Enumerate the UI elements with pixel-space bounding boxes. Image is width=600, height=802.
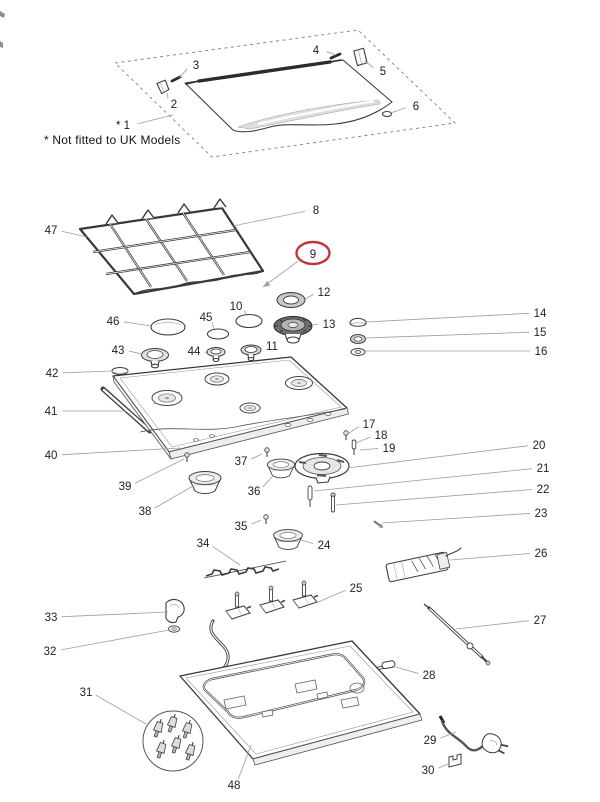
part-label-38: 38 <box>138 506 152 518</box>
screw-part17 <box>344 431 349 440</box>
burner-cap-part10 <box>236 315 262 328</box>
cap-part42 <box>112 368 128 375</box>
part-label-45: 45 <box>199 312 213 324</box>
burner-body-part11 <box>241 345 261 361</box>
cap-part14 <box>350 318 366 326</box>
part-label-33: 33 <box>44 612 58 624</box>
electrode-part21 <box>308 486 312 507</box>
burner-cap-part46 <box>151 319 185 335</box>
part-label-25: 25 <box>349 583 363 595</box>
gas-valve-3 <box>293 581 318 608</box>
electrode-part18 <box>352 440 356 455</box>
part-label-37: 37 <box>234 456 248 468</box>
part-label-43: 43 <box>111 345 125 357</box>
part-label-39: 39 <box>118 481 132 493</box>
washer-part16 <box>351 349 365 356</box>
washer-part32 <box>169 626 180 632</box>
part-label-27: 27 <box>533 615 547 627</box>
part-label-29: 29 <box>423 735 437 747</box>
part-label-18: 18 <box>374 430 388 442</box>
part-label-3: 3 <box>192 60 200 72</box>
leader-line-27 <box>456 621 529 629</box>
part-label-22: 22 <box>536 484 550 496</box>
leader-line-26 <box>450 553 530 560</box>
burner-cup-part24 <box>274 530 303 550</box>
leader-line-18 <box>356 437 371 443</box>
leader-line-32 <box>61 630 169 650</box>
screw-part35 <box>264 515 269 524</box>
leader-line-13 <box>312 324 318 325</box>
burner-cup-part36 <box>267 459 294 478</box>
leader-line-12 <box>305 294 314 299</box>
part-label-31: 31 <box>79 687 93 699</box>
leader-line-34 <box>212 546 240 565</box>
bumper-part6 <box>383 112 392 117</box>
leader-line-37 <box>251 454 262 459</box>
part-label-11: 11 <box>266 341 278 353</box>
part-label-15: 15 <box>533 327 547 339</box>
part-label-20: 20 <box>532 440 546 452</box>
leader-line-15 <box>366 332 529 338</box>
inlet-elbow-part33 <box>166 600 184 623</box>
gas-valve-2 <box>260 586 285 613</box>
part-label-46: 46 <box>106 316 120 328</box>
leader-arrowhead-9 <box>263 281 270 287</box>
part-label-4: 4 <box>312 45 320 57</box>
leader-line-22 <box>336 490 532 505</box>
part-label-47: 47 <box>44 225 58 237</box>
part-label-32: 32 <box>43 646 57 658</box>
burner-cup-part38 <box>189 472 221 494</box>
leader-line-24 <box>301 540 313 544</box>
part-label-8: 8 <box>312 205 320 217</box>
leader-line-35 <box>252 520 261 524</box>
part-label-17: 17 <box>362 419 376 431</box>
leader-line-38 <box>155 486 193 508</box>
leader-line-1 <box>138 115 173 124</box>
part-label-44: 44 <box>187 346 201 358</box>
base-tray-drawing <box>143 641 510 771</box>
leader-line-43 <box>129 351 142 354</box>
burner-base-part20 <box>295 454 349 484</box>
nut-part15 <box>351 335 366 344</box>
hob-top-drawing <box>103 357 356 459</box>
leader-line-19 <box>360 448 378 450</box>
thermocouple-tip-part22 <box>331 493 335 512</box>
burner-head-part13 <box>274 317 312 344</box>
leader-line-28 <box>392 666 418 673</box>
part-label-28: 28 <box>422 670 436 682</box>
fasteners-group-part31 <box>143 711 203 771</box>
leader-line-17 <box>349 427 359 433</box>
part-label-41: 41 <box>44 406 58 418</box>
leader-line-14 <box>366 313 529 322</box>
lid-hinge-bracket-part5 <box>354 48 368 66</box>
part-label-2: 2 <box>170 99 178 111</box>
leader-line-6 <box>391 108 405 113</box>
leader-line-8 <box>233 211 305 226</box>
burner-cap-part45 <box>208 329 229 339</box>
wok-ring-part12 <box>277 293 305 308</box>
leader-line-23 <box>382 513 530 523</box>
scan-artifact <box>0 11 5 48</box>
leader-line-3 <box>179 69 187 78</box>
screw-part23 <box>373 519 385 529</box>
cable-clip-part30 <box>449 754 461 767</box>
part-label-24: 24 <box>317 540 331 552</box>
part-label-21: 21 <box>536 463 550 475</box>
part-label-5: 5 <box>379 66 387 78</box>
leader-line-2 <box>167 93 168 99</box>
part-label-10: 10 <box>229 301 243 313</box>
part-label-36: 36 <box>247 486 261 498</box>
leader-line-4 <box>327 52 336 55</box>
part-label-6: 6 <box>412 101 420 113</box>
thermocouple-part27 <box>424 604 490 665</box>
uk-models-note: * Not fitted to UK Models <box>44 133 181 147</box>
lid-hinge-cap-part2 <box>157 80 170 94</box>
burner-body-part44 <box>207 348 225 362</box>
part-label-48: 48 <box>227 780 241 792</box>
part-label-35: 35 <box>234 521 248 533</box>
gas-valve-1 <box>226 592 251 619</box>
power-cable-part29 <box>440 716 510 758</box>
part-label-42: 42 <box>45 368 59 380</box>
part-label-30: 30 <box>421 765 435 777</box>
part-label-1: * 1 <box>115 120 131 132</box>
burner-body-part43 <box>142 349 169 368</box>
part-label-13: 13 <box>322 319 336 331</box>
leader-line-30 <box>439 764 448 768</box>
part-label-34: 34 <box>196 538 210 550</box>
leader-line-5 <box>365 61 373 68</box>
screw-part39 <box>185 453 190 462</box>
leader-line-25 <box>316 590 346 603</box>
leader-line-36 <box>263 476 273 487</box>
part-label-26: 26 <box>534 548 548 560</box>
part-label-19: 19 <box>382 443 396 455</box>
pan-support-drawing <box>80 199 263 294</box>
leader-line-31 <box>96 695 146 724</box>
igniter-unit-part26 <box>386 552 450 582</box>
leader-line-42 <box>63 371 112 373</box>
part-label-16: 16 <box>534 346 548 358</box>
leader-line-46 <box>124 322 151 326</box>
part-label-9: 9 <box>309 249 317 261</box>
leader-line-39 <box>135 459 184 483</box>
bracket-rail-part34 <box>204 561 286 578</box>
part-label-12: 12 <box>317 287 331 299</box>
part-label-23: 23 <box>534 508 548 520</box>
leader-line-21 <box>314 469 532 491</box>
part-label-14: 14 <box>533 308 547 320</box>
leader-line-40 <box>62 448 180 455</box>
part-label-40: 40 <box>44 450 58 462</box>
screw-part37 <box>265 448 270 457</box>
leader-line-33 <box>62 612 168 617</box>
